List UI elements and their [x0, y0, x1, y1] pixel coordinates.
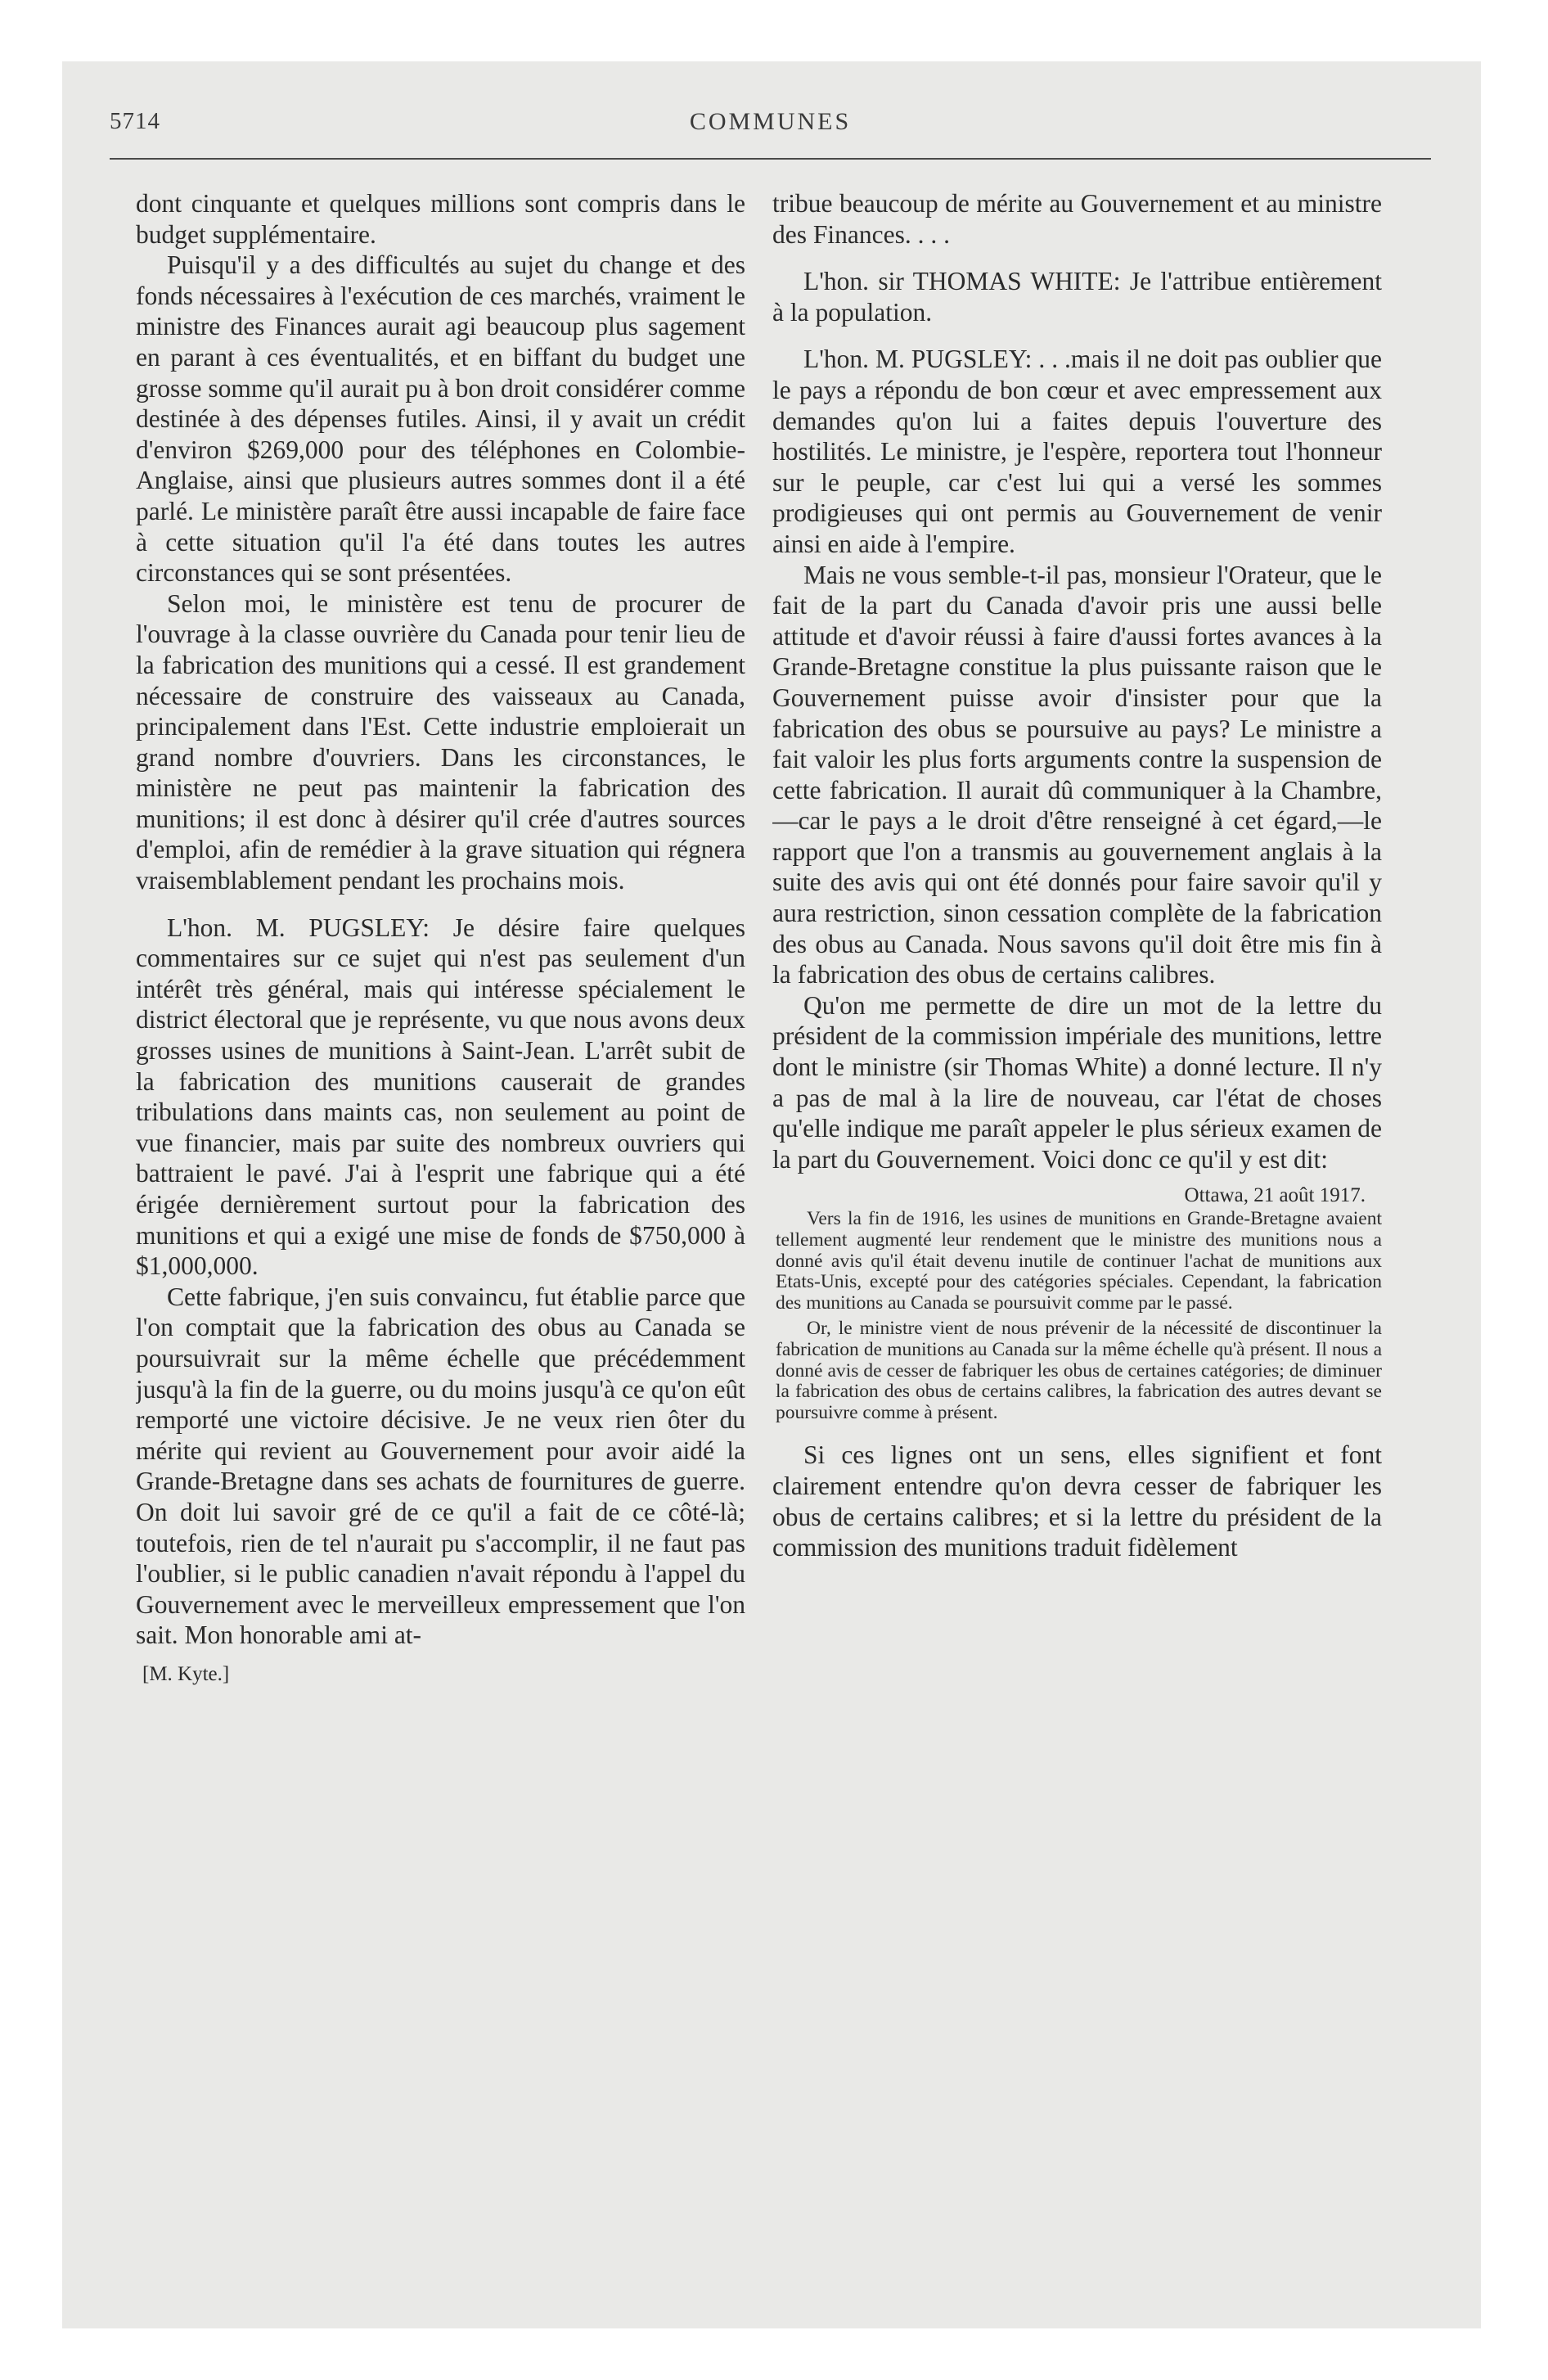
speaker-name: L'hon. sir THOMAS WHITE: — [803, 267, 1121, 296]
speaker-name: L'hon. M. PUGSLEY: — [803, 345, 1033, 374]
paragraph: Selon moi, le ministère est tenu de procurer de l'ouvrage à la classe ouvrière du Canada pour tenir lieu de la fabrication des munitions qui a cessé. Il est grandement nécessaire de construire des vaisseaux au Canada, principalement dans l'Est. Cette industrie emploierait un grand nombre d'ouvriers. Dans les circonstances, le ministère ne peut pas maintenir la fabrication des munitions; il est donc à désirer qu'il crée d'autres sources d'emploi, afin de remédier à la grave situation qui régnera vraisemblablement pendant les prochains mois. — [136, 588, 745, 895]
left-column — [136, 188, 745, 2283]
header-rule — [110, 158, 1431, 160]
paragraph: Cette fabrique, j'en suis convaincu, fut établie parce que l'on comptait que la fabrication des obus au Canada se poursuivrait sur la même échelle que précédemment jusqu'à la fin de la guerre, ou du moins jusqu'à ce qu'on eût remporté une victoire décisive. Je ne veux rien ôter du mérite qui revient au Gouvernement pour avoir aidé la Grande-Bretagne dans ses achats de fournitures de guerre. On doit lui savoir gré de ce qu'il a fait de ce côté-là; toutefois, rien de tel n'aurait pu s'accomplir, il ne faut pas l'oublier, si le public canadien n'avait répondu à l'appel du Gouvernement avec le merveilleux empressement que l'on sait. Mon honorable ami at- — [136, 1282, 745, 1650]
paragraph: tribue beaucoup de mérite au Gouvernement et au ministre des Finances. . . . — [772, 189, 1382, 249]
right-column — [772, 188, 1382, 2283]
speech-text: Je désire faire quelques commentaires sur ce sujet qui n'est pas seulement d'un intérêt très général, mais qui intéresse spécialement le district électoral que je représente, vu que nous avons deux grosses usines de munitions à Saint-Jean. L'arrêt subit de la fabrication des munitions causerait de grandes tribulations dans maints cas, non seulement au point de vue financier, mais par suite des nombreux ouvriers qui battraient le pavé. J'ai à l'esprit une fabrique qui a été érigée dernièrement surtout pour la fabrication des munitions et qui a exigé une mise de fonds de $750,000 à $1,000,000. — [136, 913, 745, 1281]
speech-paragraph — [772, 344, 1382, 559]
speaker-attribution: [M. Kyte.] — [142, 1662, 230, 1685]
letter-date: Ottawa, 21 août 1917. — [1184, 1184, 1366, 1207]
paragraph: Mais ne vous semble-t-il pas, monsieur l'Orateur, que le fait de la part du Canada d'avoir pris une aussi belle attitude et d'avoir réussi à faire d'aussi fortes avances à la Grande-Bretagne constitue la plus puissante raison que le Gouvernement puisse avoir d'insister pour que la fabrication des obus se poursuive au pays? Le ministre a fait valoir les plus forts arguments contre la suspension de cette fabrication. Il aurait dû communiquer à la Chambre,—car le pays a le droit d'être renseigné à cet égard,—le rapport que l'on a transmis au gouvernement anglais à la suite des avis qui ont été donnés pour faire savoir qu'il y aura restriction, sinon cessation complète de la fabrication des obus au Canada. Nous savons qu'il doit être mis fin à la fabrication des obus de certains calibres. — [772, 560, 1382, 989]
paragraph: Si ces lignes ont un sens, elles signifient et font clairement entendre qu'on devra cesser de fabriquer les obus de certains calibres; et si la lettre du président de la commission des munitions traduit fidèlement — [772, 1440, 1382, 1562]
page-header — [110, 100, 1431, 149]
paragraph: Puisqu'il y a des difficultés au sujet du change et des fonds nécessaires à l'exécution de ces marchés, vraiment le ministre des Finances aurait agi beaucoup plus sagement en parant à ces éventualités, et en biffant du budget une grosse somme qu'il aurait pu à bon droit considérer comme destinée à des dépenses futiles. Ainsi, il y avait un crédit d'environ $269,000 pour des téléphones en Colombie-Anglaise, ainsi que plusieurs autres sommes dont il a été parlé. Le ministère paraît être aussi incapable de faire face à cette situation qu'il l'a été dans toutes les autres circonstances qui se sont présentées. — [136, 250, 745, 588]
letter-paragraph: Or, le ministre vient de nous prévenir de la nécessité de discontinuer la fabrication de munitions au Canada sur la même échelle qu'à présent. Il nous a donné avis de cesser de fabriquer les obus de certaines catégories; de diminuer la fabrication des obus de certains calibres, la fabrication des autres devant se poursuivre comme à présent. — [776, 1318, 1382, 1423]
speech-text: Je l'attribue entièrement à la population. — [772, 267, 1382, 327]
speaker-name: L'hon. M. PUGSLEY: — [167, 913, 430, 942]
page-number: 5714 — [110, 108, 160, 134]
speech-paragraph — [772, 266, 1382, 327]
letter-paragraph: Vers la fin de 1916, les usines de munitions en Grande-Bretagne avaient tellement augmenté leur rendement que le ministre des munitions nous a donné avis qu'il était devenu inutile de continuer l'achat de munitions aux Etats-Unis, excepté pour des catégories spéciales. Cependant, la fabrication des munitions au Canada se poursuivit comme par le passé. — [776, 1208, 1382, 1314]
running-head: COMMUNES — [689, 108, 852, 135]
paragraph: dont cinquante et quelques millions sont compris dans le budget supplémentaire. — [136, 189, 745, 249]
speech-text: . . .mais il ne doit pas oublier que le pays a répondu de bon cœur et avec empressement aux demandes qu'on lui a faites depuis l'ouverture des hostilités. Le ministre, je l'espère, reportera tout l'honneur sur le peuple, car c'est lui qui a versé les sommes prodigieuses qui ont permis au Gouvernement de venir ainsi en aide à l'empire. — [772, 345, 1382, 558]
paragraph: Qu'on me permette de dire un mot de la lettre du président de la commission impériale des munitions, lettre dont le ministre (sir Thomas White) a donné lecture. Il n'y a pas de mal à la lire de nouveau, car l'état de choses qu'elle indique me paraît appeler le plus sérieux examen de la part du Gouvernement. Voici donc ce qu'il y est dit: — [772, 990, 1382, 1174]
speech-paragraph — [136, 913, 745, 1282]
